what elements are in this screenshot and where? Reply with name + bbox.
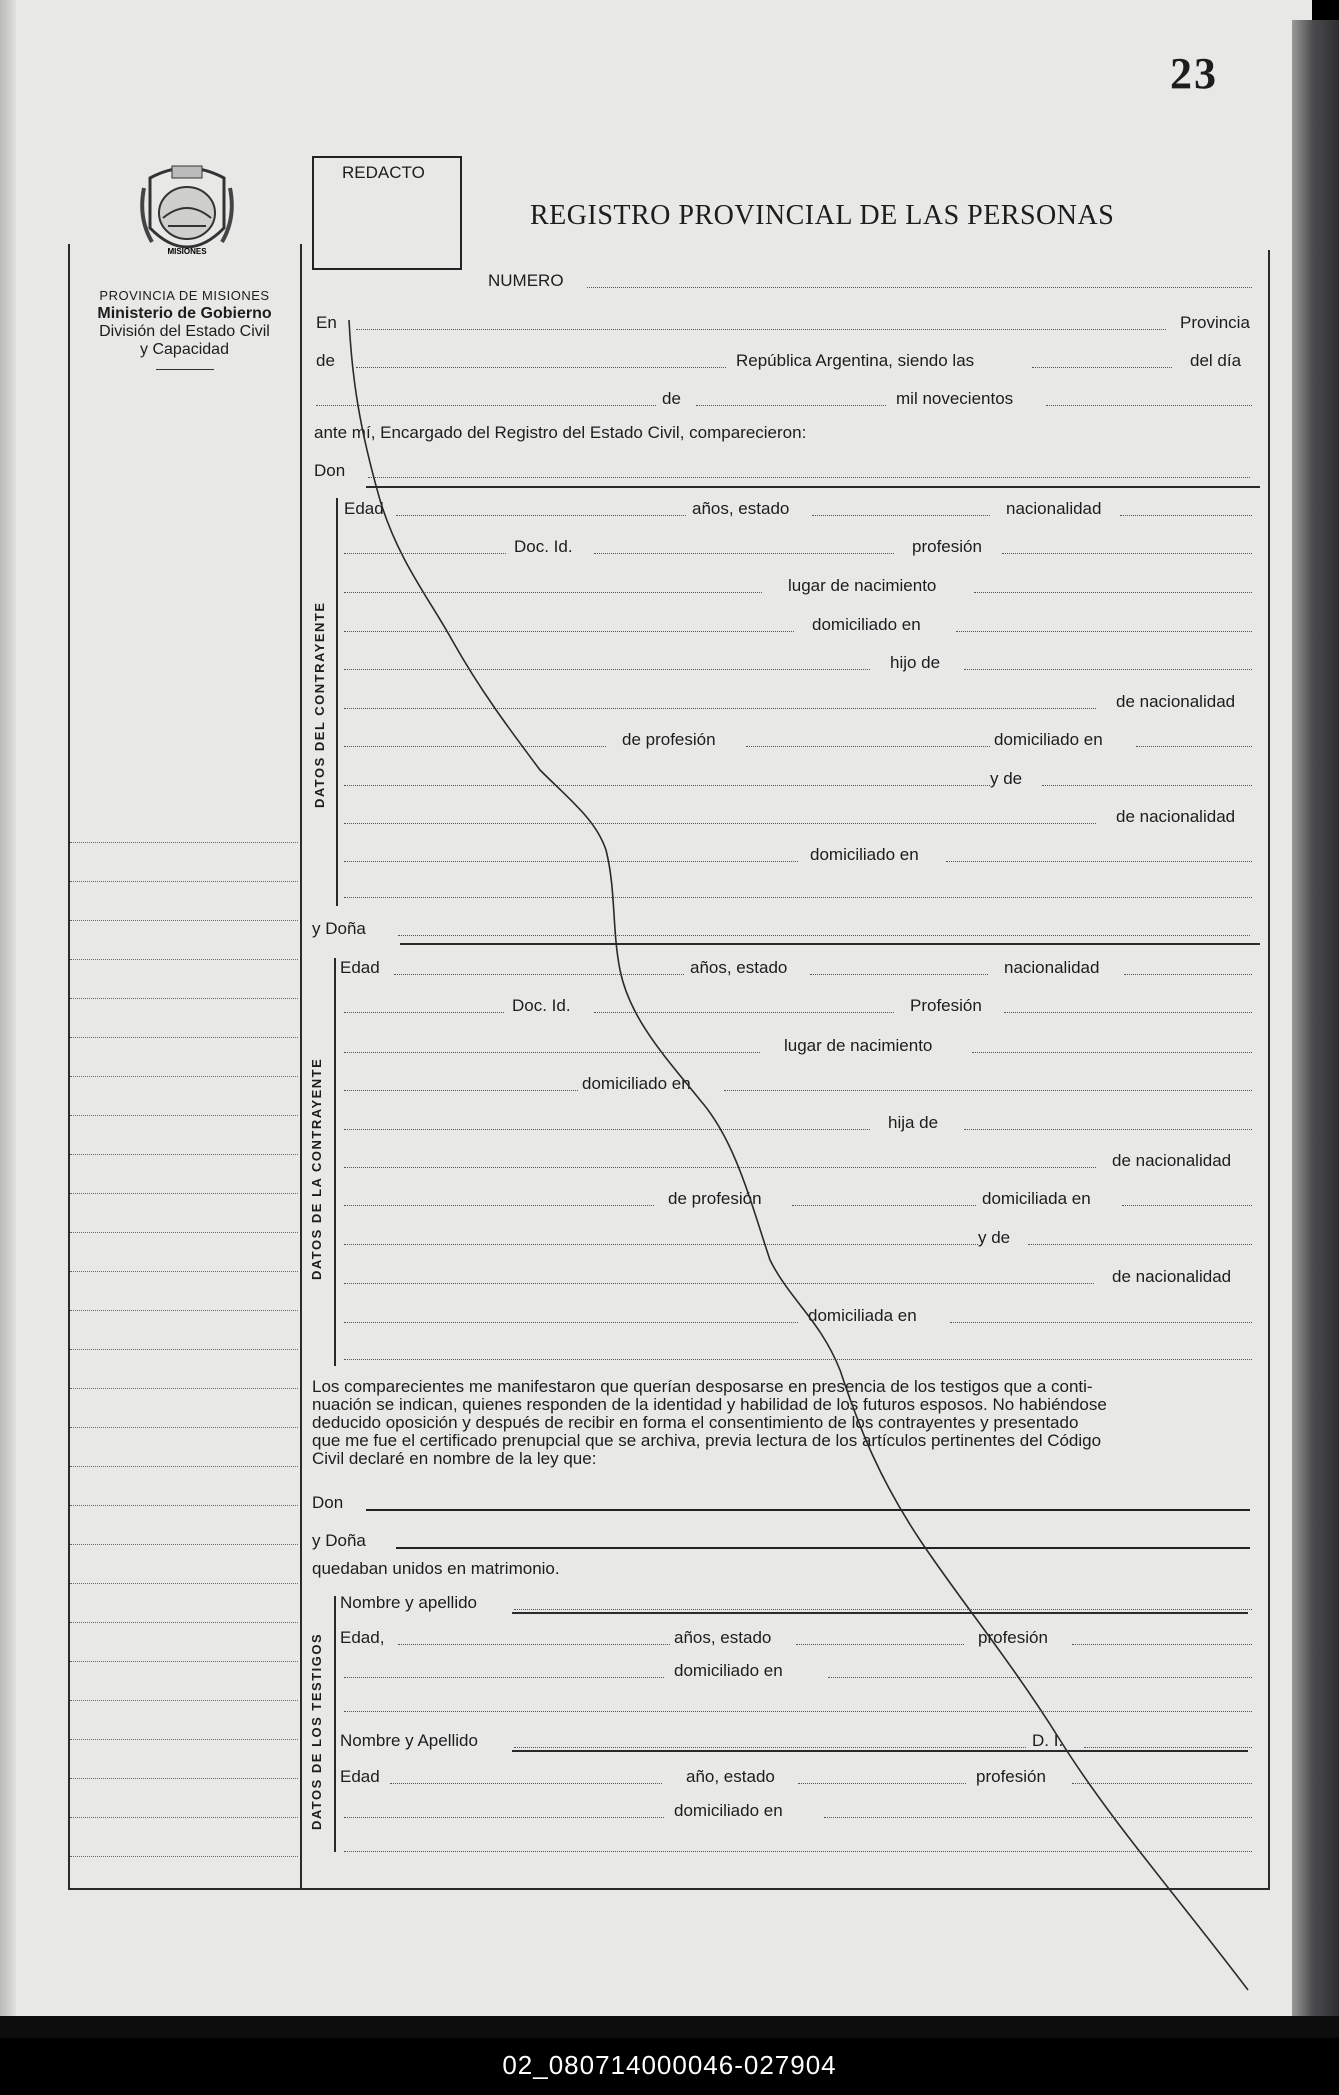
witness2-di-label: D. I. — [1032, 1731, 1064, 1750]
bride-domiciliada-label: domiciliada en — [982, 1189, 1091, 1208]
scan-caption: 02_080714000046-027904 — [502, 2050, 837, 2080]
quedaban-text: quedaban unidos en matrimonio. — [312, 1559, 560, 1578]
scan-bottom-strip — [0, 2016, 1339, 2038]
mil-label: mil novecientos — [896, 389, 1014, 408]
page-number: 23 — [1170, 49, 1218, 98]
division-name: División del Estado Civil — [99, 323, 270, 340]
bride-y-de-label: y de — [978, 1228, 1011, 1247]
witness2-nombre-label: Nombre y Apellido — [340, 1731, 478, 1750]
declaration-line-3: deducido oposición y después de recibir en forma el consentimiento de los contrayentes y presentado — [312, 1413, 1079, 1432]
groom-domiciliado-label: domiciliado en — [812, 615, 921, 634]
book-binding — [1292, 20, 1339, 2016]
witness1-edad-label: Edad, — [340, 1628, 385, 1647]
groom-vertical-label: DATOS DEL CONTRAYENTE — [312, 601, 327, 808]
groom-lugar-label: lugar de nacimiento — [788, 576, 937, 595]
republica-label: República Argentina, siendo las — [736, 351, 975, 370]
witness2-estado-label: año, estado — [686, 1767, 775, 1786]
groom-de-profesion-label: de profesión — [622, 730, 716, 749]
ministry-name: Ministerio de Gobierno — [97, 305, 272, 322]
bride-profesion-label: Profesión — [910, 996, 982, 1015]
groom-estado-label: años, estado — [692, 499, 790, 518]
declaration-line-1: Los comparecientes me manifestaron que querían desposarse en presencia de los testigos que a conti- — [312, 1377, 1093, 1396]
witness1-domiciliado-label: domiciliado en — [674, 1661, 783, 1680]
en-label: En — [316, 313, 337, 332]
declaration-line-2: nuación se indican, quienes responden de la identidad y habilidad de los futuros esposos. No habiéndose — [312, 1395, 1107, 1414]
witness1-estado-label: años, estado — [674, 1628, 772, 1647]
groom-doc-label: Doc. Id. — [514, 537, 573, 556]
decl-dona-label: y Doña — [312, 1531, 366, 1550]
bride-hija-label: hija de — [888, 1113, 939, 1132]
groom-y-de-label: y de — [990, 769, 1023, 788]
groom-profesion-label: profesión — [912, 537, 982, 556]
groom-nacionalidad-label: nacionalidad — [1006, 499, 1102, 518]
decl-don-label: Don — [312, 1493, 344, 1512]
groom-domiciliado2-label: domiciliado en — [994, 730, 1103, 749]
de-label: de — [316, 351, 335, 370]
groom-hijo-label: hijo de — [890, 653, 941, 672]
declaration-line-4: que me fue el certificado prenupcial que se archiva, previa lectura de los artículos pertinentes del Código — [312, 1431, 1102, 1450]
bride-vertical-label: DATOS DE LA CONTRAYENTE — [309, 1057, 324, 1280]
bride-domiciliado-label: domiciliado en — [582, 1074, 691, 1093]
don-label: Don — [314, 461, 346, 480]
groom-de-nacionalidad2-label: de nacionalidad — [1116, 807, 1236, 826]
witness2-profesion-label: profesión — [976, 1767, 1046, 1786]
witness2-domiciliado-label: domiciliado en — [674, 1801, 783, 1820]
dona-label: y Doña — [312, 919, 366, 938]
page-title: REGISTRO PROVINCIAL DE LAS PERSONAS — [530, 200, 1115, 231]
redacto-label: REDACTO — [342, 163, 425, 182]
numero-label: NUMERO — [488, 271, 564, 290]
bride-nacionalidad-label: nacionalidad — [1004, 958, 1100, 977]
province-name: PROVINCIA DE MISIONES — [99, 288, 270, 303]
declaration-line-5: Civil declaré en nombre de la ley que: — [312, 1449, 597, 1468]
bride-de-nacionalidad2-label: de nacionalidad — [1112, 1267, 1232, 1286]
bride-doc-label: Doc. Id. — [512, 996, 571, 1015]
bride-estado-label: años, estado — [690, 958, 788, 977]
groom-edad-label: Edad — [344, 499, 384, 518]
bride-de-profesion-label: de profesión — [668, 1189, 762, 1208]
emblem-text: MISIONES — [167, 247, 207, 256]
capacity-name: y Capacidad — [140, 341, 229, 358]
witness1-profesion-label: profesión — [978, 1628, 1048, 1647]
witness2-edad-label: Edad — [340, 1767, 380, 1786]
provincia-label: Provincia — [1180, 313, 1250, 332]
bride-edad-label: Edad — [340, 958, 380, 977]
del-dia-label: del día — [1190, 351, 1242, 370]
witness-vertical-label: DATOS DE LOS TESTIGOS — [309, 1632, 324, 1830]
de2-label: de — [662, 389, 681, 408]
bride-de-nacionalidad-label: de nacionalidad — [1112, 1151, 1232, 1170]
ante-text: ante mí, Encargado del Registro del Estado Civil, comparecieron: — [314, 423, 807, 442]
bride-lugar-label: lugar de nacimiento — [784, 1036, 933, 1055]
witness1-nombre-label: Nombre y apellido — [340, 1593, 478, 1612]
bride-domiciliada2-label: domiciliada en — [808, 1306, 917, 1325]
groom-domiciliado3-label: domiciliado en — [810, 845, 919, 864]
groom-de-nacionalidad-label: de nacionalidad — [1116, 692, 1236, 711]
